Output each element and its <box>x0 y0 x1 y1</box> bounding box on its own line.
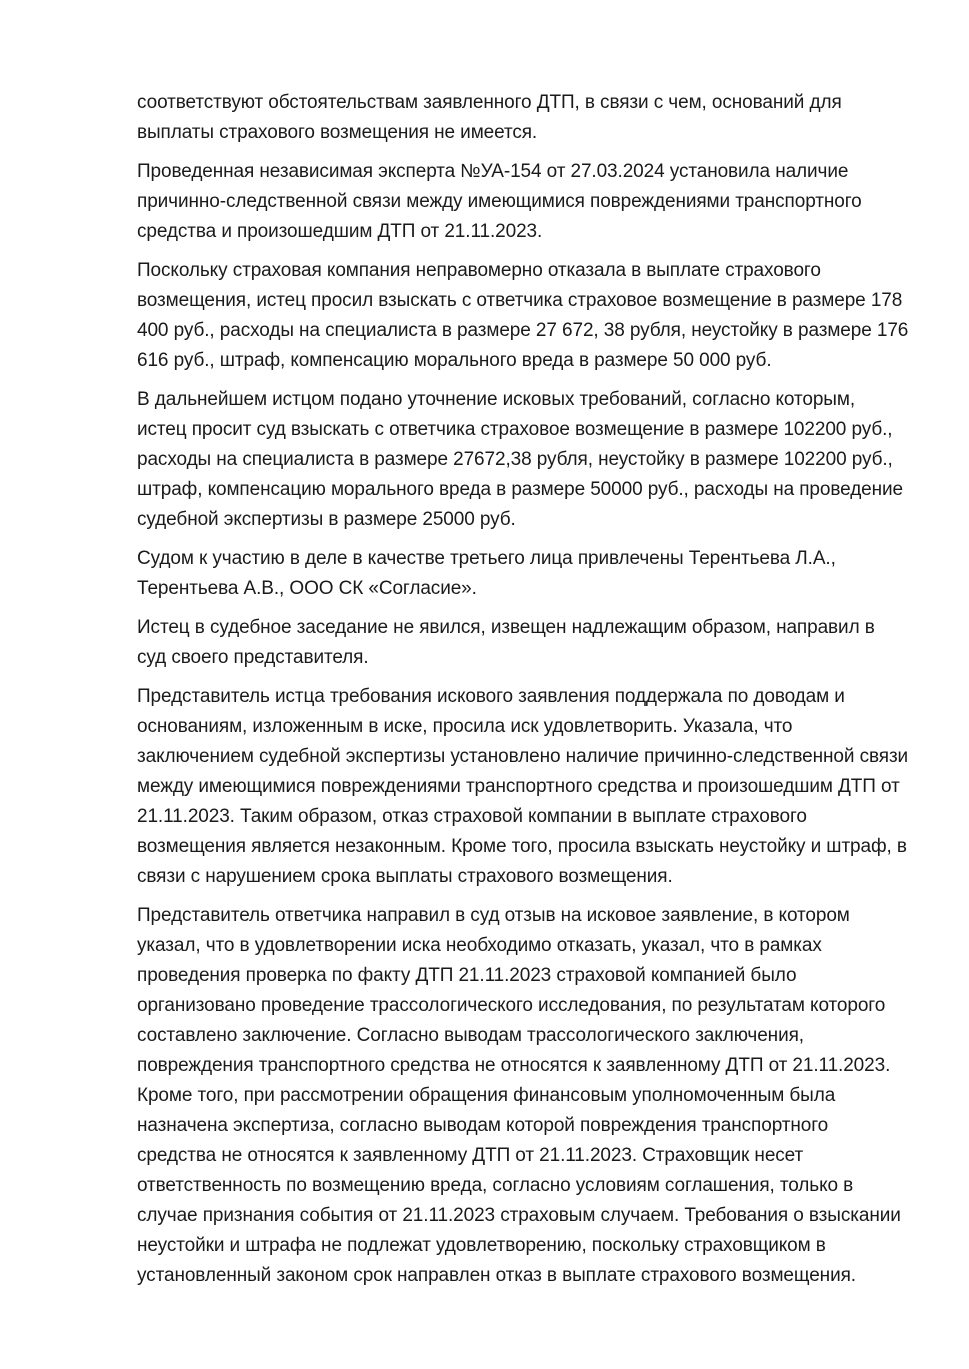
paragraph-defendant-response: Представитель ответчика направил в суд отзыв на исковое заявление, в котором указал, что в удовлетворении иска необходимо отказать, указал, что в рамках проведения проверка по факту ДТП 21.11.2023 страховой компанией было организовано проведение трассологического исследования, по результатам которого составлено заключение. Согласно выводам трассологического заключения, повреждения транспортного средства не относятся к заявленному ДТП от 21.11.2023. Кроме того, при рассмотрении обращения финансовым уполномоченным была назначена экспертиза, согласно выводам которой повреждения транспортного средства не относятся к заявленному ДТП от 21.11.2023. Страховщик несет ответственность по возмещению вреда, согласно условиям соглашения, только в случае признания события от 21.11.2023 страховым случаем. Требования о взыскании неустойки и штрафа не подлежат удовлетворению, поскольку страховщиком в установленный законом срок направлен отказ в выплате страхового возмещения. <box>137 905 901 1286</box>
paragraph-conclusion-no-grounds: соответствуют обстоятельствам заявленного ДТП, в связи с чем, оснований для выплаты страхового возмещения не имеется. <box>137 92 842 143</box>
paragraph-plaintiff-absence: Истец в судебное заседание не явился, извещен надлежащим образом, направил в суд своего представителя. <box>137 617 875 668</box>
paragraph-independent-expertise: Проведенная независимая эксперта №УА-154 от 27.03.2024 установила наличие причинно-следственной связи между имеющимися повреждениями транспортного средства и произошедшим ДТП от 21.11.2023. <box>137 161 862 242</box>
paragraph-plaintiff-representative-position: Представитель истца требования искового заявления поддержала по доводам и основаниям, изложенным в иске, просила иск удовлетворить. Указала, что заключением судебной экспертизы установлено наличие причинно-следственной связи между имеющимися повреждениями транспортного средства и произошедшим ДТП от 21.11.2023. Таким образом, отказ страховой компании в выплате страхового возмещения является незаконным. Кроме того, просила взыскать неустойку и штраф, в связи с нарушением срока выплаты страхового возмещения. <box>137 686 909 887</box>
paragraph-initial-claims: Поскольку страховая компания неправомерно отказала в выплате страхового возмещения, истец просил взыскать с ответчика страховое возмещение в размере 178 400 руб., расходы на специалиста в размере 27 672, 38 рубля, неустойку в размере 176 616 руб., штраф, компенсацию морального вреда в размере 50 000 руб. <box>137 260 909 371</box>
paragraph-updated-claims: В дальнейшем истцом подано уточнение исковых требований, согласно которым, истец просит суд взыскать с ответчика страховое возмещение в размере 102200 руб., расходы на специалиста в размере 27672,38 рубля, неустойку в размере 102200 руб., штраф, компенсацию морального вреда в размере 50000 руб., расходы на проведение судебной экспертизы в размере 25000 руб. <box>137 389 904 530</box>
paragraph-third-parties: Судом к участию в деле в качестве третьего лица привлечены Терентьева Л.А., Терентьева А.В., ООО СК «Согласие». <box>137 548 836 599</box>
